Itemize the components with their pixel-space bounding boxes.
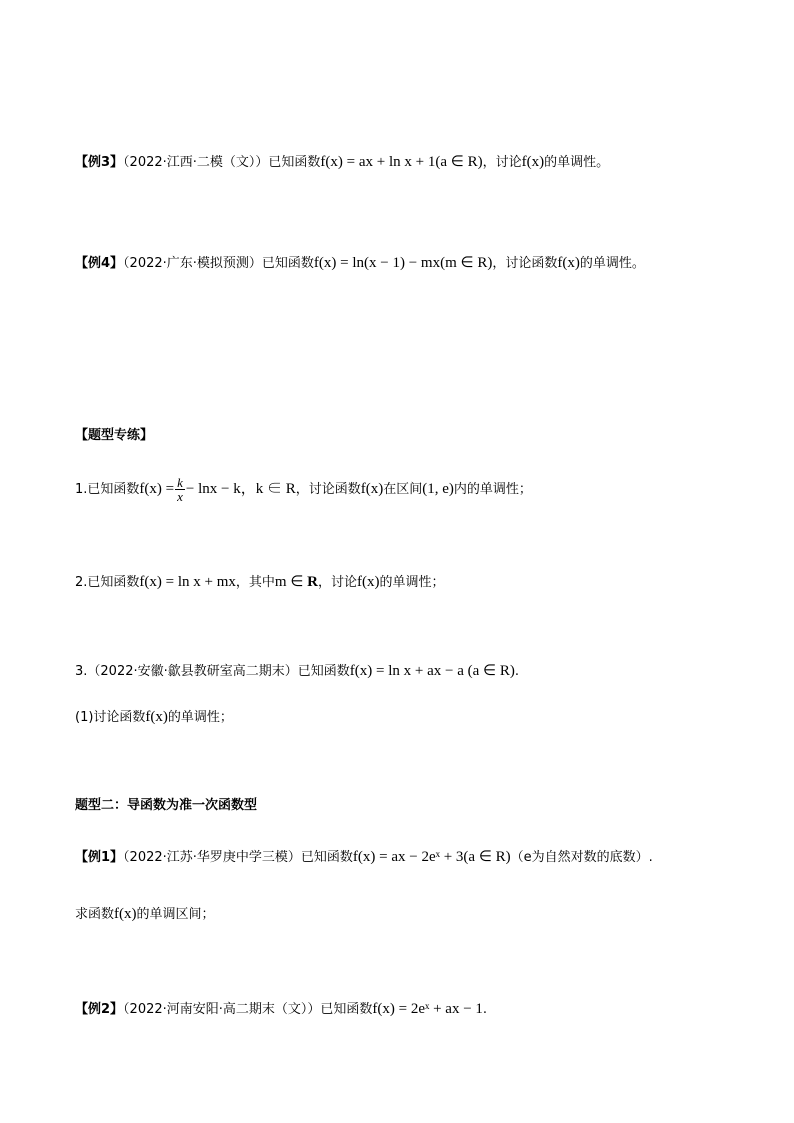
text: (1)讨论函数 bbox=[75, 710, 146, 725]
formula: f(x) = ln x + ax − a (a ∈ R) bbox=[349, 663, 515, 679]
text: ，讨论 bbox=[482, 155, 522, 170]
type-2-example-1-question bbox=[75, 904, 215, 925]
function-symbol: f(x) bbox=[557, 255, 580, 271]
formula: f(x) = 2eˣ + ax − 1 bbox=[372, 1001, 483, 1017]
function-symbol: f(x) bbox=[145, 709, 168, 725]
source-text: （2022·广东·模拟预测）已知函数 bbox=[123, 256, 314, 271]
function-symbol: f(x) bbox=[114, 906, 137, 922]
text: ，讨论函数 bbox=[492, 256, 558, 271]
text: 在区间 bbox=[383, 482, 423, 497]
example-3 bbox=[75, 152, 609, 173]
section-heading: 题型二：导函数为准一次函数型 bbox=[75, 798, 258, 813]
text: ，讨论 bbox=[318, 575, 358, 590]
fraction bbox=[175, 476, 185, 503]
function-symbol: f(x) bbox=[360, 481, 384, 497]
numerator: k bbox=[177, 475, 183, 490]
text: 的单调性； bbox=[167, 710, 233, 725]
text: 内的单调性； bbox=[453, 482, 532, 497]
text: . bbox=[482, 1002, 488, 1017]
real-set: R bbox=[307, 574, 318, 590]
example-tag: 【例3】 bbox=[75, 155, 124, 170]
problem-1 bbox=[75, 474, 532, 505]
type-2-heading bbox=[75, 796, 257, 816]
function-symbol: f(x) bbox=[357, 574, 380, 590]
text: 2.已知函数 bbox=[75, 575, 140, 590]
text: 的单调性。 bbox=[579, 256, 645, 271]
problem-3-part-1 bbox=[75, 707, 233, 728]
section-title bbox=[75, 426, 153, 446]
source-text: （2022·江西·二模（文））已知函数 bbox=[123, 155, 321, 170]
example-tag: 【例2】 bbox=[75, 1002, 124, 1017]
text: 求函数 bbox=[75, 907, 115, 922]
text: ，其中 bbox=[235, 575, 275, 590]
text: . bbox=[514, 664, 519, 679]
problem-2 bbox=[75, 572, 445, 593]
source-text: （2022·河南安阳·高二期末（文））已知函数 bbox=[123, 1002, 373, 1017]
text: ，讨论函数 bbox=[295, 482, 361, 497]
text: 的单调性； bbox=[379, 575, 445, 590]
example-tag: 【例4】 bbox=[75, 256, 124, 271]
function-symbol: f(x) bbox=[521, 154, 545, 170]
type-2-example-1 bbox=[75, 847, 653, 868]
text: 的单调性。 bbox=[544, 155, 610, 170]
problem-3 bbox=[75, 661, 519, 682]
formula: f(x) = ln x + mx bbox=[139, 574, 236, 590]
type-2-example-2 bbox=[75, 999, 487, 1020]
formula: f(x) = ln(x − 1) − mx(m ∈ R) bbox=[313, 255, 493, 271]
example-4 bbox=[75, 253, 645, 274]
section-heading: 【题型专练】 bbox=[75, 428, 154, 443]
text: 1.已知函数 bbox=[75, 482, 140, 497]
text: （e为自然对数的底数）. bbox=[510, 850, 653, 865]
formula: f(x) = ax − 2eˣ + 3(a ∈ R) bbox=[352, 849, 511, 865]
formula: f(x) = ax + ln x + 1(a ∈ R) bbox=[320, 154, 483, 170]
formula-prefix: f(x) = bbox=[139, 481, 175, 497]
interval: (1, e) bbox=[422, 481, 454, 497]
source-text: （2022·江苏·华罗庚中学三模）已知函数 bbox=[123, 850, 353, 865]
condition: m ∈ bbox=[274, 574, 308, 590]
text: 的单调区间； bbox=[136, 907, 215, 922]
example-tag: 【例1】 bbox=[75, 850, 124, 865]
denominator: x bbox=[177, 489, 183, 504]
text: 3.（2022·安徽·歙县教研室高二期末）已知函数 bbox=[75, 664, 350, 679]
formula-suffix: − lnx − k，k ∈ R bbox=[185, 481, 296, 497]
